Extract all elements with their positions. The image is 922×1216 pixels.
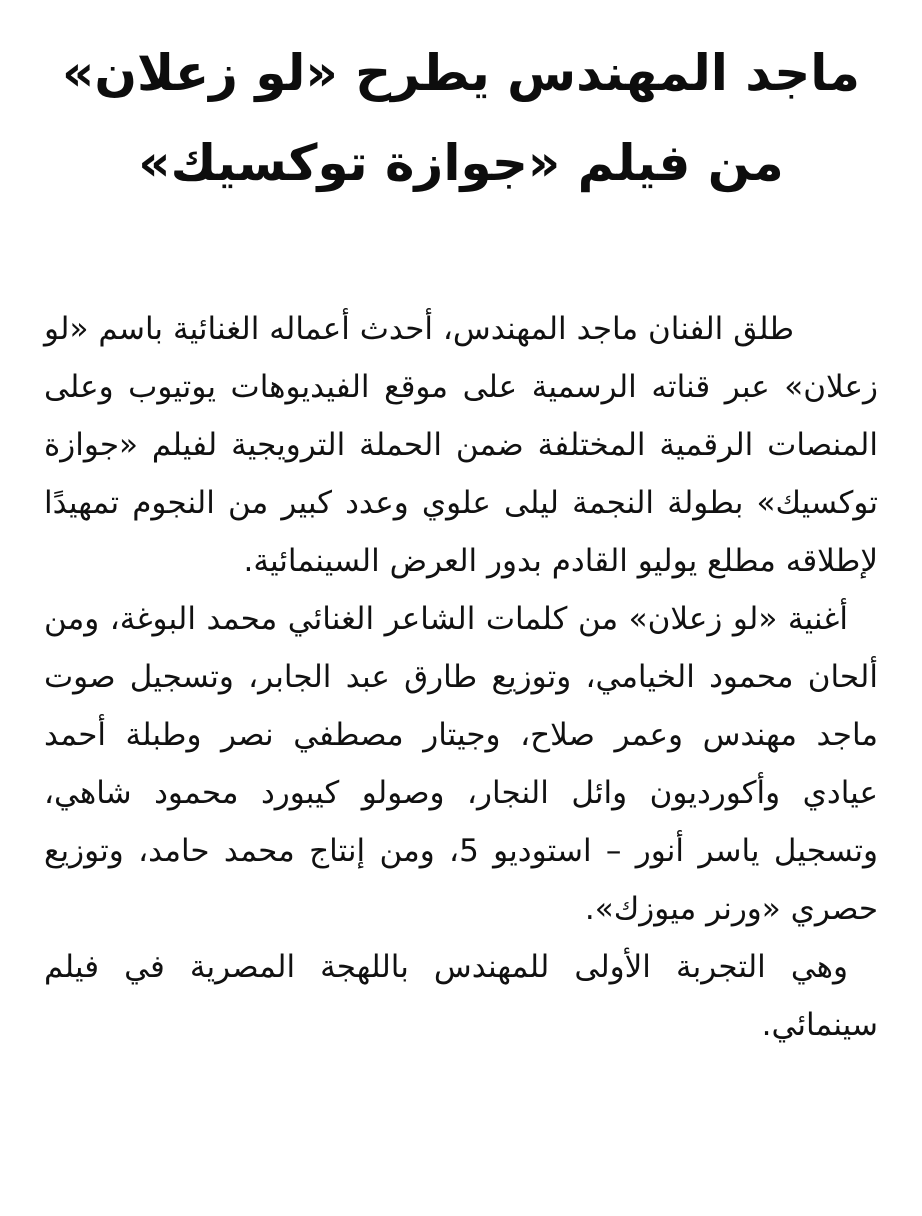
article-headline bbox=[40, 28, 882, 208]
article-paragraph-1: طلق الفنان ماجد المهندس، أحدث أعماله الغنائية باسم «لو زعلان» عبر قناته الرسمية على موقع الفيديوهات يوتيوب وعلى المنصات الرقمية المختلفة ضمن الحملة الترويجية لفيلم «جوازة توكسيك» بطولة النجمة ليلى علوي وعدد كبير من النجوم تمهيدًا لإطلاقه مطلع يوليو القادم بدور العرض السينمائية. bbox=[44, 311, 878, 579]
article-body bbox=[44, 300, 878, 1054]
article-paragraph-2: أغنية «لو زعلان» من كلمات الشاعر الغنائي محمد البوغة، ومن ألحان محمود الخيامي، وتوزيع طارق عبد الجابر، وتسجيل صوت ماجد مهندس وعمر صلاح، وجيتار مصطفي نصر وطبلة أحمد عيادي وأكورديون وائل النجار، وصولو كيبورد محمود شاهي، وتسجيل ياسر أنور – استوديو 5، ومن إنتاج محمد حامد، وتوزيع حصري «ورنر ميوزك». bbox=[44, 601, 878, 927]
headline-line-2: من فيلم «جوازة توكسيك» bbox=[138, 134, 784, 192]
headline-line-1: ماجد المهندس يطرح «لو زعلان» bbox=[62, 44, 860, 102]
article-paragraph-3: وهي التجربة الأولى للمهندس باللهجة المصرية في فيلم سينمائي. bbox=[44, 949, 878, 1043]
